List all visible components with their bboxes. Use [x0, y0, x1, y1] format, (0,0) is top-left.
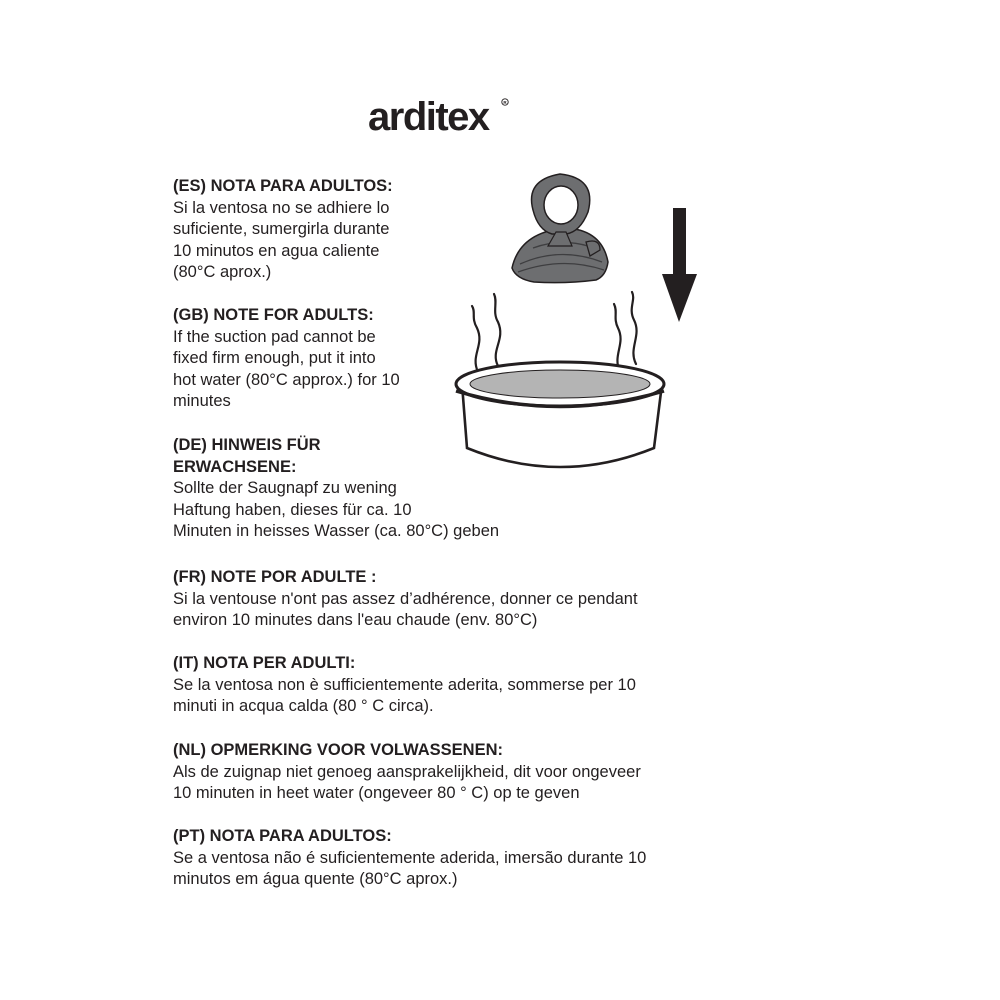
note-nl	[173, 740, 641, 805]
note-it	[173, 653, 636, 718]
note-body: Se la ventosa non è sufficientemente aderita, sommerse per 10 minuti in acqua calda (80 ° C circa).	[173, 675, 636, 715]
note-heading: (ES) NOTA PARA ADULTOS:	[173, 177, 393, 195]
illustration-graphic	[440, 160, 740, 490]
note-es	[173, 176, 393, 284]
suction-pad-icon	[512, 174, 608, 283]
note-body: Sollte der Saugnapf zu wening Haftung haben, dieses für ca. 10 Minuten in heisses Wasser (ca. 80°C) geben	[173, 479, 500, 540]
logo-text: arditex	[368, 95, 489, 138]
svg-text:R: R	[503, 100, 507, 105]
note-pt	[173, 826, 646, 891]
logo-graphic	[368, 92, 510, 138]
instruction-illustration	[440, 160, 740, 490]
note-body: Se a ventosa não é suficientemente aderida, imersão durante 10 minutos em água quente (80°C aprox.)	[173, 848, 647, 888]
note-body: Si la ventosa no se adhiere lo suficiente, sumergirla durante 10 minutos en agua caliente (80°C aprox.)	[173, 198, 390, 281]
note-gb	[173, 305, 400, 413]
note-body: If the suction pad cannot be fixed firm enough, put it into hot water (80°C approx.) for 10 minutes	[173, 327, 400, 410]
note-heading: (IT) NOTA PER ADULTI:	[173, 654, 356, 672]
note-fr	[173, 567, 638, 632]
steam-icon	[472, 292, 637, 372]
down-arrow-icon	[662, 208, 697, 322]
note-heading: (NL) OPMERKING VOOR VOLWASSENEN:	[173, 741, 504, 759]
note-heading: (FR) NOTE POR ADULTE :	[173, 568, 377, 586]
note-body: Als de zuignap niet genoeg aansprakelijkheid, dit voor ongeveer 10 minuten in heet water (ongeveer 80 ° C) op te geven	[173, 762, 641, 802]
note-heading: (DE) HINWEIS FÜR ERWACHSENE:	[173, 436, 321, 476]
note-body: Si la ventouse n'ont pas assez d’adhérence, donner ce pendant environ 10 minutes dans l'eau chaude (env. 80°C)	[173, 589, 638, 629]
note-heading: (PT) NOTA PARA ADULTOS:	[173, 827, 392, 845]
pot-icon	[456, 362, 664, 467]
brand-logo	[368, 92, 510, 138]
note-heading: (GB) NOTE FOR ADULTS:	[173, 306, 374, 324]
